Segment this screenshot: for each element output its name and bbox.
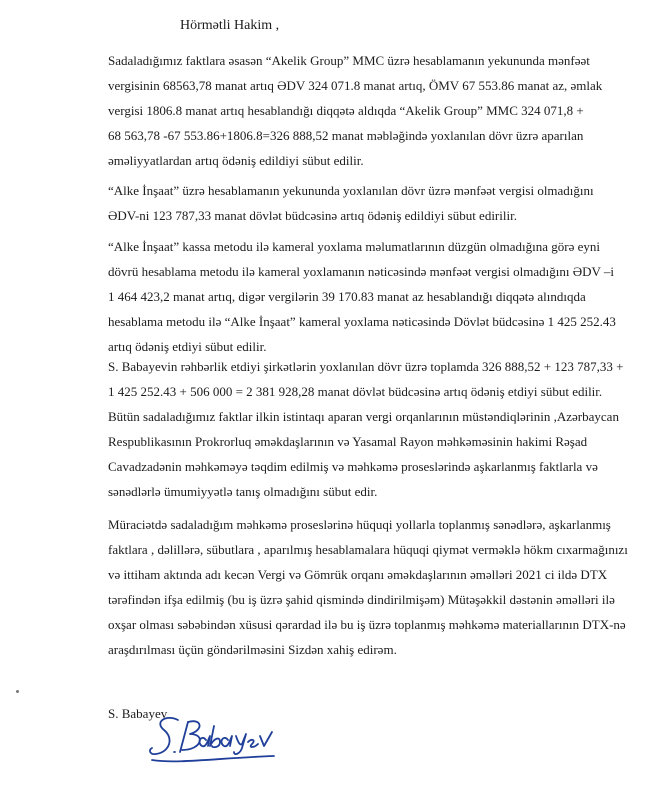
paragraph-line: Bütün sadaladığımız faktlar ilkin istintaqı aparan vergi orqanlarının müstəndiqlərinin ,Azərbaycan <box>108 409 619 424</box>
paragraph-line: ƏDV-ni 123 787,33 manat dövlət büdcəsinə artıq ödəniş edildiyi sübut edirilir. <box>108 208 517 223</box>
paragraph-line: 1 464 423,2 manat artıq, digər vergilərin 39 170.83 manat az hesablandığı diqqətə alındıqda <box>108 289 586 304</box>
paragraph-line: 1 425 252.43 + 506 000 = 2 381 928,28 manat dövlət büdcəsinə artıq ödəniş etdiyi sübut edilir. <box>108 384 603 399</box>
paragraph-line: vergisi 1806.8 manat artıq hesablandığı diqqətə aldıqda “Akelik Group” MMC 324 071,8 + <box>108 103 584 118</box>
paragraph-alke-insaat-cash-method <box>108 234 648 359</box>
paragraph-line: Sadaladığımız faktlara əsasən “Akelik Group” MMC üzrə hesablamanın yekununda mənfəət <box>108 53 590 68</box>
paragraph-line: faktlara , dəlillərə, sübutlara , aparılmış hesablamalara hüquqi qiymət verməklə hökm cıxarmağınızı <box>108 542 628 557</box>
letter-greeting: Hörmətli Hakim , <box>180 18 280 33</box>
paragraph-line: sənədlərlə ümumiyyətlə tanış olmadığını sübut edir. <box>108 484 378 499</box>
paragraph-line: əməliyyatlardan artıq ödəniş edildiyi sübut edilir. <box>108 153 364 168</box>
scan-speck <box>16 690 19 693</box>
paragraph-line: dövrü hesablama metodu ilə kameral yoxlamanın nəticəsində mənfəət vergisi olmadığını ƏDV –i <box>108 264 615 279</box>
paragraph-line: S. Babayevin rəhbərlik etdiyi şirkətlərin yoxlanılan dövr üzrə toplamda 326 888,52 + 123 787,33 + <box>108 359 624 374</box>
paragraph-request <box>108 512 648 662</box>
paragraph-line: oxşar olması səbəbindən xüsusi qərardad ilə bu iş üzrə toplanmış məhkəmə materiallarının DTX-nə <box>108 617 626 632</box>
paragraph-akelik-group <box>108 48 648 173</box>
paragraph-line: “Alke İnşaat” kassa metodu ilə kameral yoxlama məlumatlarının düzgün olmadığına görə eyni <box>108 239 601 254</box>
paragraph-line: Respublikasının Prokrorluq əməkdaşlarının və Yasamal Rayon məhkəməsinin hakimi Rəşad <box>108 434 588 449</box>
paragraph-total-overpayment <box>108 354 648 504</box>
handwritten-signature <box>148 712 278 772</box>
paragraph-line: hesablama metodu ilə “Alke İnşaat” kameral yoxlama nəticəsində Dövlət büdcəsinə 1 425 252.43 <box>108 314 616 329</box>
paragraph-line: vergisinin 68563,78 manat artıq ƏDV 324 071.8 manat artıq, ÖMV 67 553.86 manat az, əmlak <box>108 78 603 93</box>
paragraph-line: 68 563,78 -67 553.86+1806.8=326 888,52 manat məbləğində yoxlanılan dövr üzrə aparılan <box>108 128 584 143</box>
paragraph-line: Müraciətdə sadaladığım məhkəmə proseslərinə hüquqi yollarla toplanmış sənədlərə, aşkarlanmış <box>108 517 611 532</box>
paragraph-alke-insaat-vat <box>108 178 648 228</box>
paragraph-line: tərəfindən ifşa edilmiş (bu iş üzrə şahid qismində dindirilmişəm) Mütəşəkkil dəstənin əməlləri ilə <box>108 592 615 607</box>
paragraph-line: “Alke İnşaat” üzrə hesablamanın yekununda yoxlanılan dövr üzrə mənfəət vergisi olmadığını <box>108 183 594 198</box>
paragraph-line: Cavadzadənin məhkəməyə təqdim edilmiş və məhkəmə proseslərində aşkarlanmış faktlarla və <box>108 459 598 474</box>
paragraph-line: araşdırılması üçün göndərilməsini Sizdən xahiş edirəm. <box>108 642 397 657</box>
paragraph-line: və ittiham aktında adı kecən Vergi və Gömrük orqanı əməkdaşlarının əməlləri 2021 ci ildə DTX <box>108 567 608 582</box>
signature-name: S. Babayev <box>108 706 168 721</box>
paragraph-line: artıq ödəniş etdiyi sübut edilir. <box>108 339 267 354</box>
